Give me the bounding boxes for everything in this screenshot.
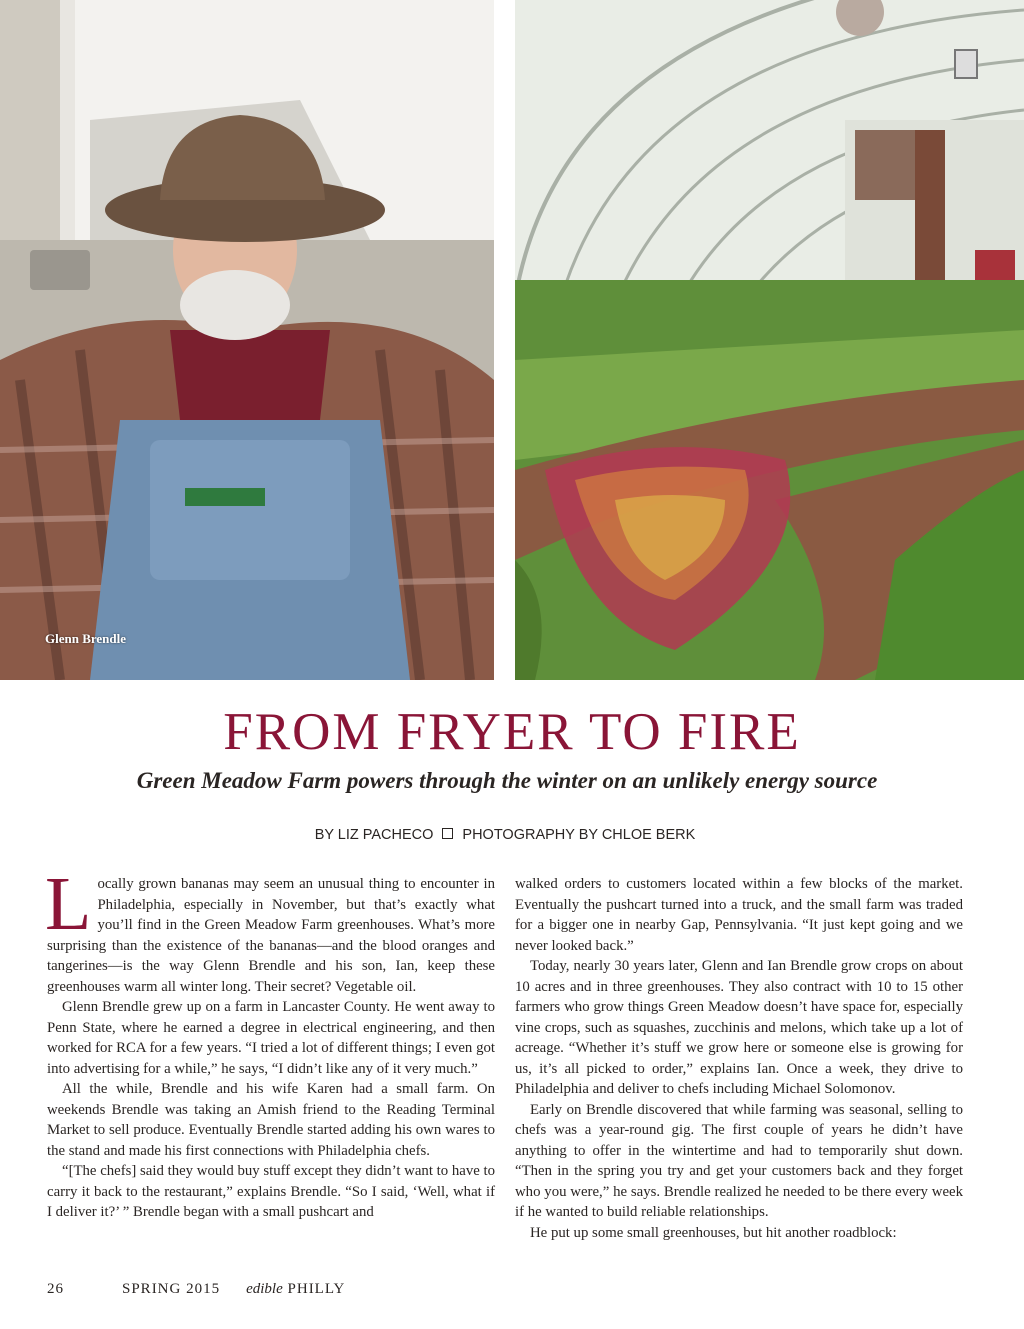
paragraph	[45, 862, 495, 997]
article-subtitle: Green Meadow Farm powers through the winter on an unlikely energy source	[136, 768, 878, 793]
drop-cap: L	[45, 862, 92, 946]
photo-greenhouse	[515, 0, 1024, 680]
paragraph: All the while, Brendle and his wife Karen had a small farm. On weekends Brendle was taking an Amish friend to the Reading Terminal Market to sell produce. Eventually Brendle started adding his own wares to the stand and made his first connections with Philadelphia chefs.	[47, 1081, 495, 1159]
paragraph: walked orders to customers located within a few blocks of the market. Eventually the pushcart turned into a truck, and the small farm was traded for a bigger one in nearby Gap, Pennsylvania. “It just kept going and we never looked back.”	[515, 876, 963, 954]
byline-author: BY LIZ PACHECO	[314, 827, 434, 843]
paragraph: Glenn Brendle grew up on a farm in Lancaster County. He went away to Penn State, where he earned a degree in electrical engineering, and then worked for RCA for a few years. “I tried a lot of different things; I even got into advertising for a while,” he says, “I didn’t like any of it very much.”	[47, 999, 495, 1077]
paragraph: Today, nearly 30 years later, Glenn and Ian Brendle grow crops on about 10 acres and in three greenhouses. They also contract with 10 to 15 other farmers who grow things Green Meadow doesn’t have space for, especially vine crops, such as squashes, zucchinis and melons, which take up a lot of acreage. “Whether it’s stuff we grow here or someone else is growing for us, it’s all picked to order,” explains Ian. Once a week, they drive to Philadelphia and deliver to chefs including Michael Solomonov.	[515, 958, 963, 1097]
issue-season: SPRING 2015	[122, 1281, 221, 1297]
paragraph: He put up some small greenhouses, but hit another roadblock:	[530, 1224, 897, 1241]
portrait-illustration	[0, 0, 494, 680]
byline	[0, 825, 1010, 845]
photo-caption: Glenn Brendle	[45, 631, 127, 646]
byline-photographer: PHOTOGRAPHY BY CHLOE BERK	[462, 827, 696, 843]
page-footer	[47, 1281, 345, 1298]
page-number: 26	[47, 1281, 64, 1297]
byline-separator-icon	[442, 828, 453, 839]
photo-portrait	[0, 0, 494, 680]
brand-name: PHILLY	[287, 1281, 346, 1297]
article-column-right	[515, 874, 963, 1243]
article-title: FROM FRYER TO FIRE	[223, 703, 801, 761]
paragraph: “[The chefs] said they would buy stuff except they didn’t want to have to carry it back to the restaurant,” explains Brendle. “So I said, ‘Well, what if I deliver it?’ ” Brendle began with a small pushcart and	[47, 1163, 495, 1220]
paragraph-text: ocally grown bananas may seem an unusual thing to encounter in Philadelphia, especially in November, but that’s exactly what you’ll find in the Green Meadow Farm greenhouses. What’s more surprising than the existence of the bananas—and the blood oranges and tangerines—is the way Glenn Brendle and his son, Ian, keep these greenhouses warm all winter long. Their secret? Vegetable oil.	[47, 876, 495, 995]
article-column-left	[45, 862, 495, 1223]
paragraph: Early on Brendle discovered that while farming was seasonal, selling to chefs was a year-round gig. The first couple of years he didn’t have anything to offer in the wintertime and had to temporarily shut down. “Then in the spring you try and get your customers back and they forget who you were,” he says. Brendle realized he needed to be there every week if he wanted to build reliable relationships.	[515, 1101, 963, 1220]
brand-italic: edible	[246, 1281, 283, 1297]
greenhouse-illustration	[515, 0, 1024, 680]
